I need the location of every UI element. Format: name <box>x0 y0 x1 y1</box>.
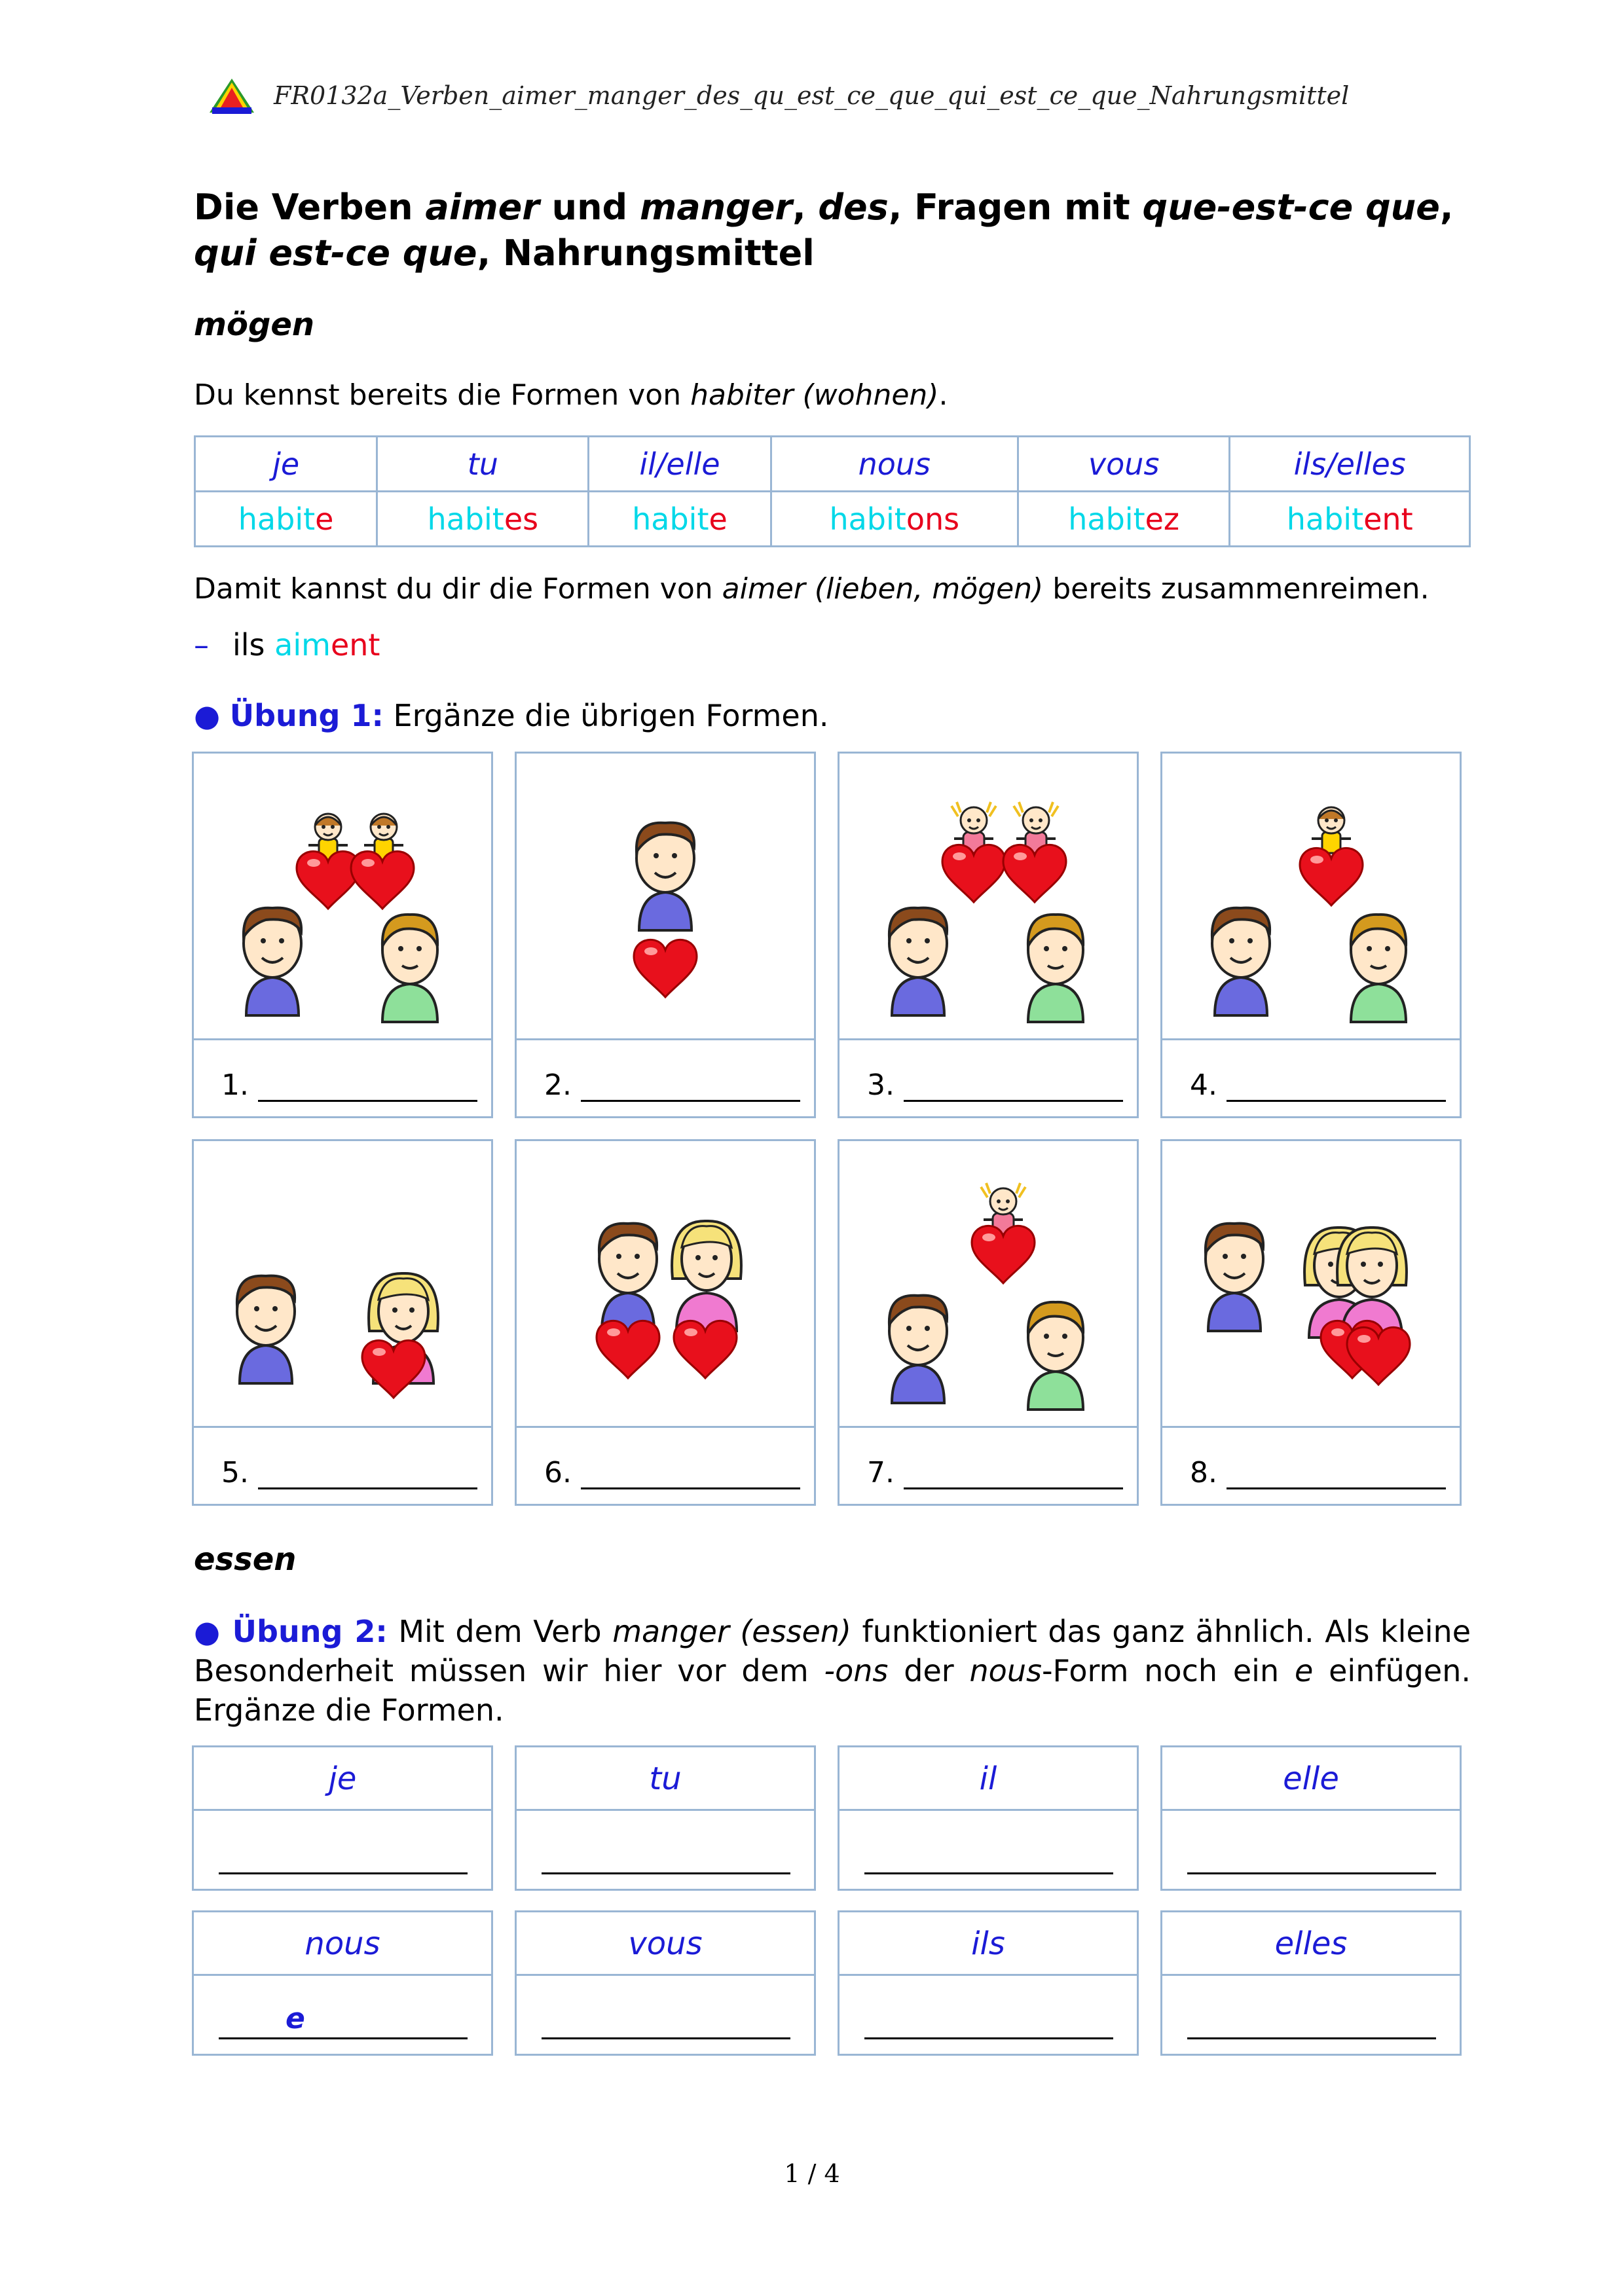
pictogram-image <box>517 1141 814 1426</box>
pictogram-image <box>1162 1141 1460 1426</box>
pictogram-image <box>194 1141 491 1426</box>
answer-field[interactable]: 7. <box>867 1456 1123 1489</box>
answer-line[interactable] <box>1187 2000 1436 2039</box>
pronoun-cell: tu <box>377 437 589 492</box>
pictogram-image <box>1162 754 1460 1038</box>
answer-field[interactable]: 5. <box>221 1456 477 1489</box>
page-number: 1 / 4 <box>784 2159 840 2188</box>
exercise-1-instruction: ● Übung 1: Ergänze die übrigen Formen. <box>194 698 829 733</box>
card-picture <box>517 754 814 1040</box>
manger-box-elle <box>1160 1745 1462 1891</box>
pronoun-cell: nous <box>771 437 1018 492</box>
exercise-card-3 <box>838 752 1139 1118</box>
form-cell: habites <box>377 492 589 547</box>
answer-field[interactable]: 1. <box>221 1068 477 1102</box>
file-header <box>208 76 1349 115</box>
answer-field[interactable]: 8. <box>1190 1456 1446 1489</box>
form-cell: habitez <box>1018 492 1229 547</box>
manger-box-vous <box>515 1910 816 2056</box>
card-picture <box>194 754 491 1040</box>
exercise-card-1 <box>192 752 493 1118</box>
form-cell: habitent <box>1230 492 1470 547</box>
card-picture <box>194 1141 491 1428</box>
exercise-card-8 <box>1160 1139 1462 1506</box>
pronoun-cell: je <box>195 437 377 492</box>
page-title: Die Verben aimer und manger, des, Fragen mit que-est-ce que, qui est-ce que, Nahrungsmittel <box>194 187 1454 274</box>
manger-box-je <box>192 1745 493 1891</box>
manger-box-ils <box>838 1910 1139 2056</box>
pronoun-label: ils <box>840 1912 1137 1976</box>
pronoun-cell: il/elle <box>589 437 771 492</box>
form-cell: habite <box>195 492 377 547</box>
answer-line[interactable] <box>219 2000 468 2039</box>
exercise-2-instruction: ● Übung 2: Mit dem Verb manger (essen) funktioniert das ganz ähnlich. Als kleine Besonderheit müssen wir hier vor dem -ons der nous-Form noch ein e einfügen. Ergänze die Formen. <box>194 1614 1471 1728</box>
card-picture <box>1162 754 1460 1040</box>
pronoun-cell: ils/elles <box>1230 437 1470 492</box>
pictogram-image <box>194 754 491 1038</box>
pronoun-label: elles <box>1162 1912 1460 1976</box>
card-picture <box>1162 1141 1460 1428</box>
pronoun-cell: vous <box>1018 437 1229 492</box>
manger-box-nous <box>192 1910 493 2056</box>
answer-line[interactable] <box>542 1835 790 1874</box>
file-name: FR0132a_Verben_aimer_manger_des_qu_est_ce_que_qui_est_ce_que_Nahrungsmittel <box>274 81 1350 110</box>
exercise-card-7 <box>838 1139 1139 1506</box>
pronoun-label: je <box>194 1747 491 1811</box>
exercise-card-2 <box>515 752 816 1118</box>
card-picture <box>840 754 1137 1040</box>
pronoun-label: il <box>840 1747 1137 1811</box>
pronoun-label: elle <box>1162 1747 1460 1811</box>
answer-line[interactable] <box>864 1835 1113 1874</box>
after-table-text: Damit kannst du dir die Formen von aimer (lieben, mögen) bereits zusammenreimen. <box>194 572 1430 606</box>
card-picture <box>840 1141 1137 1428</box>
form-cell: habitons <box>771 492 1018 547</box>
manger-box-elles <box>1160 1910 1462 2056</box>
section-heading-moegen: mögen <box>194 306 315 343</box>
section-heading-essen: essen <box>194 1541 297 1578</box>
manger-box-il <box>838 1745 1139 1891</box>
example-line: – ils aiment <box>194 627 380 663</box>
pictogram-image <box>840 1141 1137 1426</box>
answer-line[interactable] <box>864 2000 1113 2039</box>
answer-field[interactable]: 6. <box>544 1456 800 1489</box>
pictogram-image <box>840 754 1137 1038</box>
answer-line[interactable] <box>1187 1835 1436 1874</box>
pronoun-label: vous <box>517 1912 814 1976</box>
pronoun-label: nous <box>194 1912 491 1976</box>
answer-line[interactable] <box>219 1835 468 1874</box>
answer-line[interactable] <box>542 2000 790 2039</box>
prefilled-letter: e <box>286 2002 305 2035</box>
form-cell: habite <box>589 492 771 547</box>
exercise-card-4 <box>1160 752 1462 1118</box>
exercise-card-6 <box>515 1139 816 1506</box>
pronoun-label: tu <box>517 1747 814 1811</box>
answer-field[interactable]: 2. <box>544 1068 800 1102</box>
logo-icon <box>208 76 255 115</box>
answer-field[interactable]: 4. <box>1190 1068 1446 1102</box>
habiter-conjugation-table <box>194 435 1471 547</box>
pictogram-image <box>517 754 814 1038</box>
intro-text: Du kennst bereits die Formen von habiter (wohnen). <box>194 378 948 412</box>
card-picture <box>517 1141 814 1428</box>
manger-box-tu <box>515 1745 816 1891</box>
exercise-card-5 <box>192 1139 493 1506</box>
answer-field[interactable]: 3. <box>867 1068 1123 1102</box>
